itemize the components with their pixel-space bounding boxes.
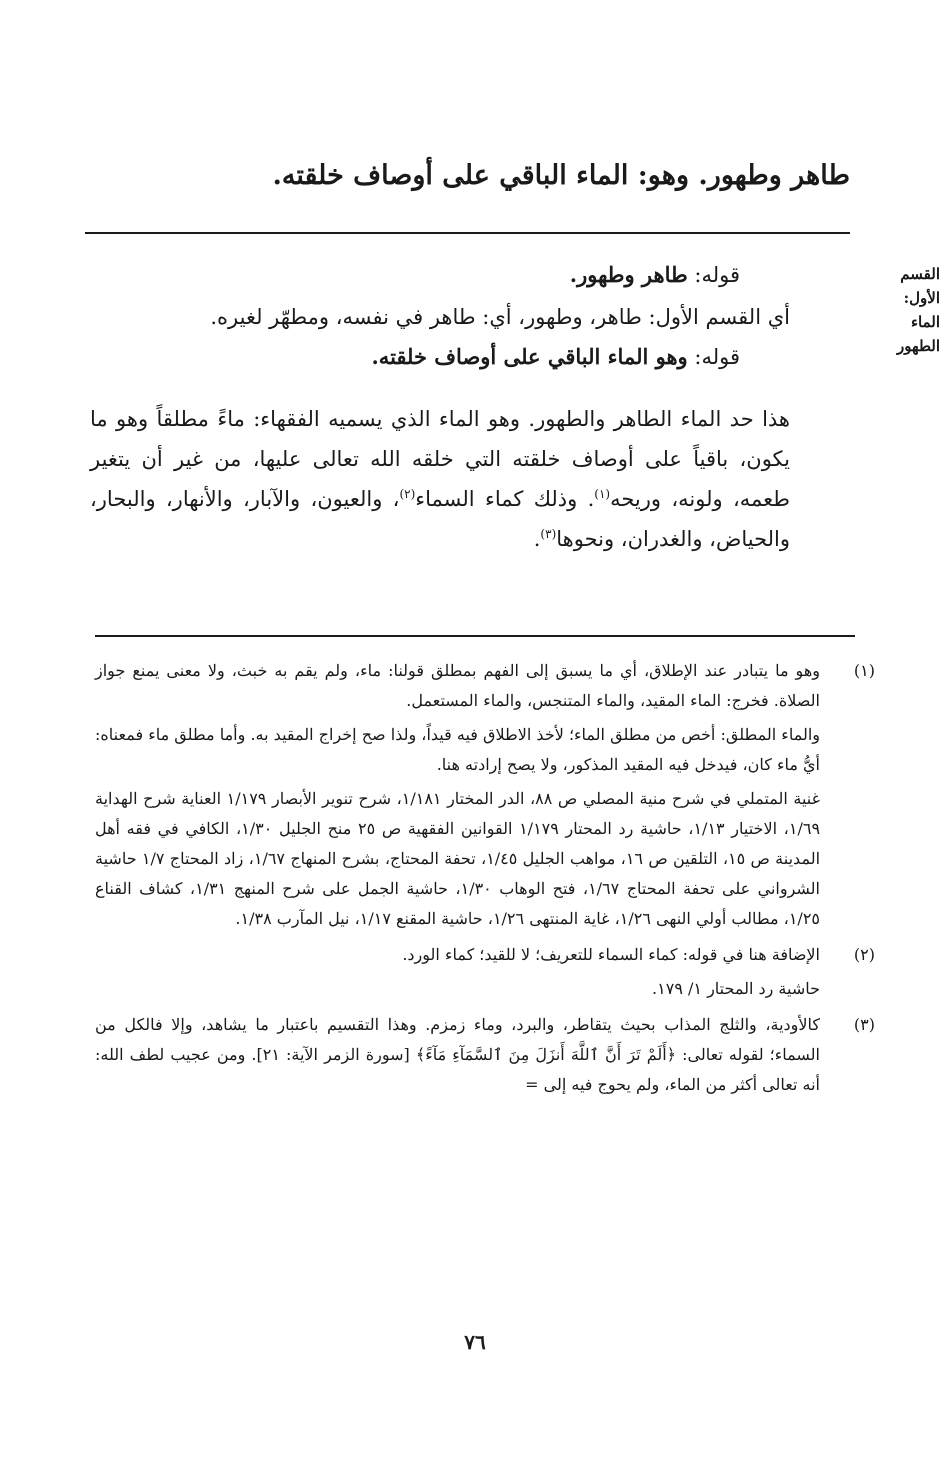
footnote-3 (95, 1010, 875, 1100)
footnote-text: والماء المطلق: أخص من مطلق الماء؛ لأخذ الاطلاق فيه قيداً، ولذا صح إخراج المقيد به. وأما مطلق ماء فمعناه: أيُّ ماء كان، فيدخل فيه المقيد المذكور، ولا يصح إرادته هنا. (95, 725, 820, 774)
quote-line-1 (90, 255, 790, 295)
body-text: ، والعيون، والآبار، والأنهار، والبحار، والحياض، والغدران، ونحوها (90, 487, 790, 551)
footnote-sources: غنية المتملي في شرح منية المصلي ص ٨٨، الدر المختار ١/١٨١، شرح تنوير الأبصار ١/١٧٩ العناية شرح الهداية ١/٦٩، الاختيار ١/١٣، حاشية رد المحتار ١/١٧٩ القوانين الفقهية ص ٢٥ منح الجليل ١/٣٠، الكافي في فقه أهل المدينة ص ١٥، التلقين ص ١٦، مواهب الجليل ١/٤٥، تحفة المحتاج، بشرح المنهاج ١/٦٧، زاد المحتاج ١/٧ حاشية الشرواني على تحفة المحتاج ١/٦٧، فتح الوهاب ١/٣٠، حاشية الجمل على شرح المنهج ١/٣١، كشاف القناع ١/٢٥، مطالب أولي النهى ١/٢٦، غاية المنتهى ١/٢٦، حاشية المقنع ١/١٧، نيل المآرب ١/٣٨. (95, 789, 821, 928)
explanation-line: أي القسم الأول: طاهر، وطهور، أي: طاهر في نفسه، ومطهّر لغيره. (210, 305, 790, 329)
margin-heading-line: الطهور (897, 337, 940, 355)
quote-prefix: قوله: (687, 345, 740, 369)
footnote-text: وهو ما يتبادر عند الإطلاق، أي ما يسبق إلى الفهم بمطلق قولنا: ماء، ولم يقم به خبث، ولا معنى يمنع جواز الصلاة. فخرج: الماء المقيد، والماء المتنجس، والماء المستعمل. (95, 661, 820, 710)
quote-text: طاهر وطهور. (569, 262, 688, 287)
footnote-1 (95, 656, 875, 934)
footnote-text: كالأودية، والثلج المذاب بحيث يتقاطر، والبرد، وماء زمزم. وهذا التقسيم باعتبار ما يشاهد، وإلا فالكل من السماء؛ لقوله تعالى: ﴿أَلَمْ تَرَ أَنَّ ٱللَّهَ أَنزَلَ مِنَ ٱلسَّمَآءِ مَآءً﴾ [سورة الزمر الآية: ٢١]. ومن عجيب لطف الله: أنه تعالى أكثر من الماء، ولم يحوج فيه إلى = (95, 1015, 820, 1094)
footnote-sources: حاشية رد المحتار ١/ ١٧٩. (652, 979, 820, 998)
main-text (90, 255, 790, 559)
margin-heading-line: القسم (900, 265, 940, 283)
footnote-ref-2[interactable]: (٢) (399, 487, 416, 501)
footnotes (95, 656, 875, 1106)
footnote-number: (٣) (853, 1015, 875, 1034)
margin-heading (865, 262, 940, 358)
body-text: هذا حد الماء الطاهر والطهور. وهو الماء الذي يسميه الفقهاء: ماءً مطلقاً وهو ما يكون، باقياً على أوصاف خلقته التي خلقه الله تعالى عليها، من غير أن يتغير طعمه، ولونه، وريحه (90, 407, 790, 511)
page-number: ٧٦ (464, 1330, 486, 1354)
quote-text: وهو الماء الباقي على أوصاف خلقته. (371, 344, 688, 369)
body-text: . (533, 527, 541, 551)
body-paragraph (90, 399, 790, 559)
quote-prefix: قوله: (687, 263, 740, 287)
body-text: . وذلك كماء السماء (415, 487, 595, 511)
footnote-text: الإضافة هنا في قوله: كماء السماء للتعريف؛ لا للقيد؛ كماء الورد. (402, 945, 820, 964)
footnote-number: (١) (853, 661, 875, 680)
quote-line-2 (90, 337, 790, 377)
page-header-text: طاهر وطهور. وهو: الماء الباقي على أوصاف خلقته. (272, 160, 850, 191)
footnote-ref-3[interactable]: (٣) (540, 527, 557, 541)
footnote-ref-1[interactable]: (١) (594, 487, 611, 501)
header-divider (85, 232, 850, 234)
footnote-2 (95, 940, 875, 1004)
margin-heading-line: الماء (910, 313, 940, 331)
footnote-divider (95, 635, 855, 637)
footnote-number: (٢) (853, 945, 875, 964)
margin-heading-line: الأول: (903, 289, 940, 307)
